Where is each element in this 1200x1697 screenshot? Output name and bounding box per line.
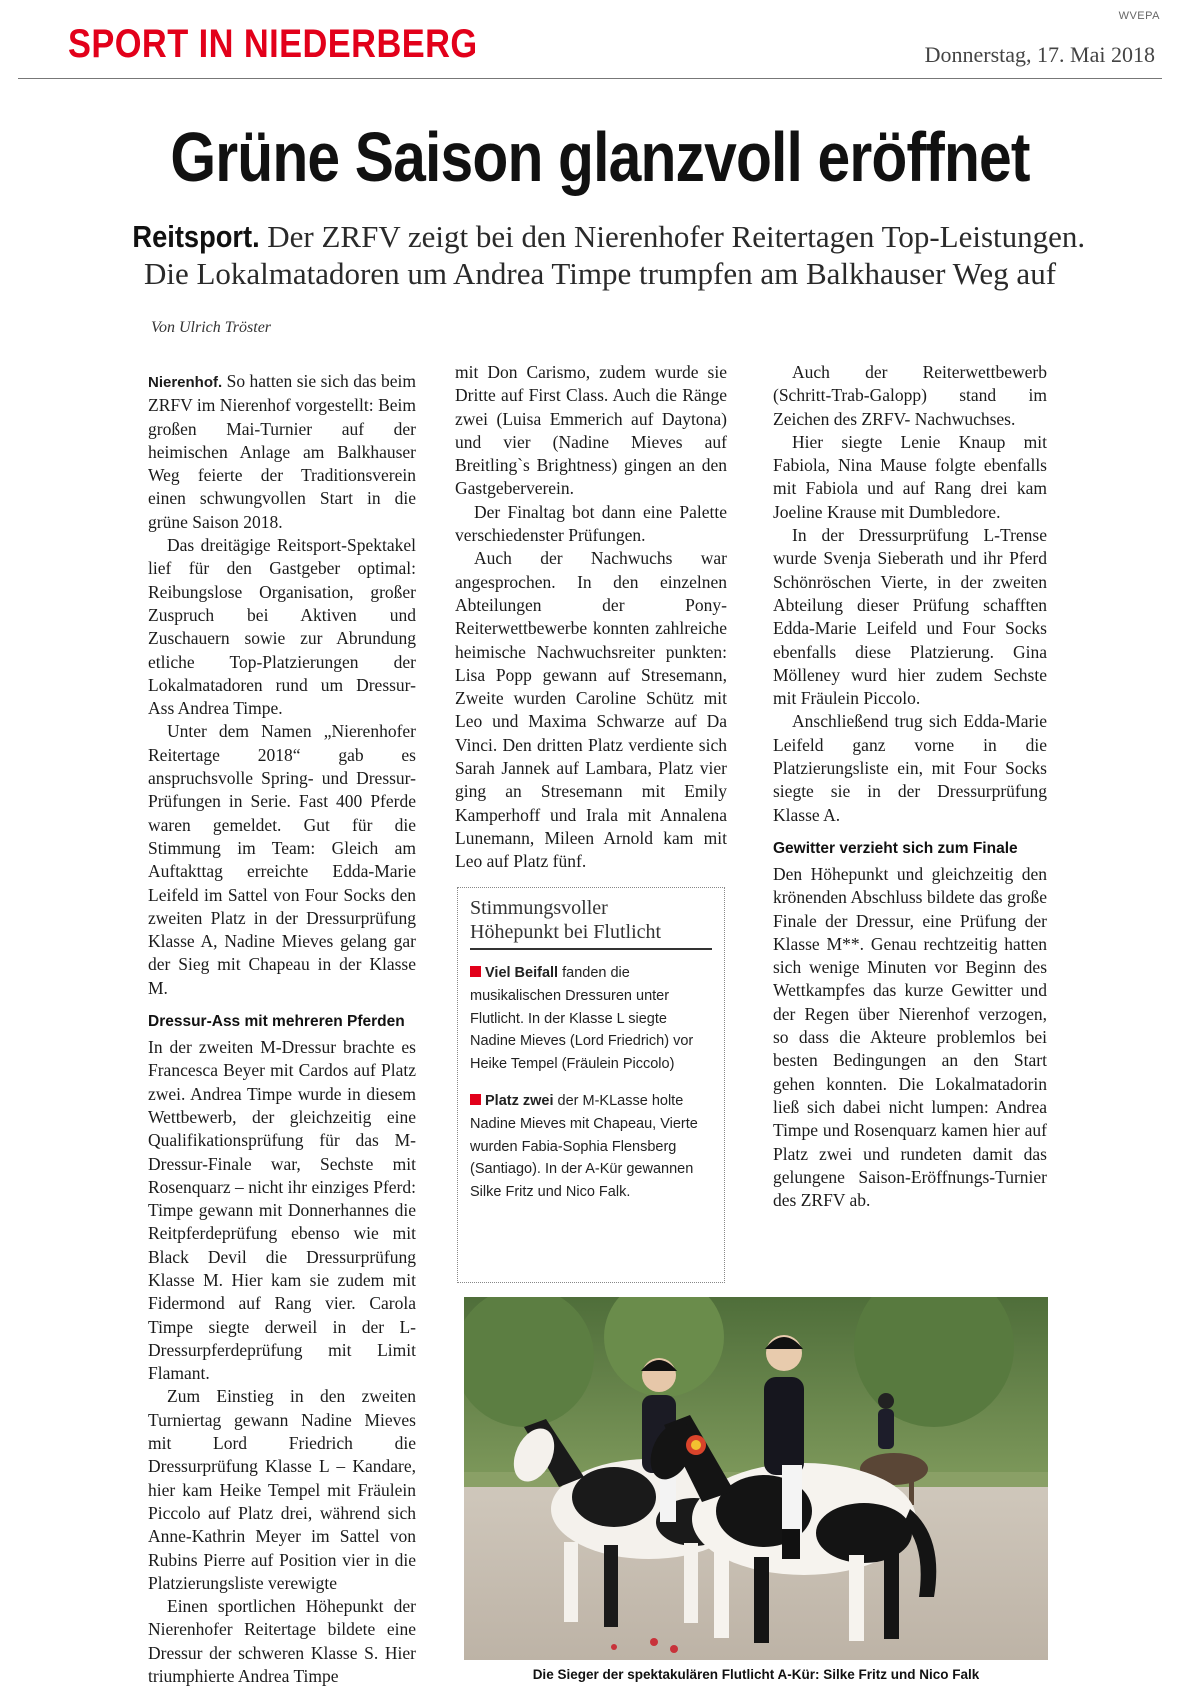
info-box [457, 887, 725, 1283]
kicker: Reitsport. [132, 219, 260, 254]
info-box-item: Viel Beifall fanden die musikalischen Dressuren unter Flutlicht. In der Klasse L siegte Nadine Mieves (Lord Friedrich) vor Heike Tempel (Fräulein Piccolo) [470, 965, 694, 1073]
red-square-icon [470, 1094, 481, 1105]
info-box-item: Platz zwei der M-KLasse holte Nadine Mieves mit Chapeau, Vierte wurden Fabia-Sophia Flensberg (Santiago). In der A-Kür gewannen Silke Fritz und Nico Falk. [470, 1092, 698, 1201]
source-tag: WVEPA [1118, 10, 1160, 22]
subheadline [0, 218, 1200, 292]
paragraph: Den Höhepunkt und gleichzeitig den krönenden Abschluss bildete das große Finale der Dressur, eine Prüfung der Klasse M**. Genau rechtzeitig hatten sich wenige Minuten vor Beginn des Wettkampfes das kurze Gewitter und der Regen über Nierenhof verzogen, so dass die Akteure problemlos bei besten Bedingungen an den Start gehen konnten. Die Lokalmatadorin ließ sich dabei nicht lumpen: Andrea Timpe und Rosenquarz kamen hier auf Platz zwei und rundeten damit das gelungene Saison-Eröffnungs-Turnier des ZRFV ab. [773, 863, 1047, 1211]
horses-riders-illustration [464, 1297, 1048, 1660]
paragraph: Unter dem Namen „Nierenhofer Reitertage 2018“ gab es anspruchsvolle Spring- und Dressur-Prüfungen in Serie. Fast 400 Pferde waren gemeldet. Gut für die Stimmung im Team: Gleich am Auftakttag erreichte Edda-Marie Leifeld im Sattel von Four Socks den zweiten Platz in der Dressurprüfung Klasse A, Nadine Mieves gelang gar der Sieg mit Chapeau in der Klasse M. [148, 721, 416, 998]
headline: Grüne Saison glanzvoll eröffnet [170, 118, 1030, 196]
byline: Von Ulrich Tröster [151, 319, 272, 336]
paragraph: mit Don Carismo, zudem wurde sie Dritte auf First Class. Auch die Ränge zwei (Luisa Emmerich auf Daytona) und vier (Nadine Mieves auf Breitling`s Brightness) gingen an den Gastgeberverein. [455, 362, 727, 499]
paragraph: Der Finaltag bot dann eine Palette verschiedenster Prüfungen. [455, 501, 727, 546]
paragraph: Anschließend trug sich Edda-Marie Leifeld ganz vorne in die Platzierungsliste ein, mit Four Socks siegte sie in der Dressurprüfung Klasse A. [773, 711, 1047, 825]
paragraph: In der Dressurprüfung L-Trense wurde Svenja Sieberath und ihr Pferd Schönröschen Vierte, in der zweiten Abteilung dieser Prüfung schafften Edda-Marie Leifeld und Four Socks ebenfalls diese Platzierung. Gina Mölleney wurd hier zudem Sechste mit Fräulein Piccolo. [773, 525, 1047, 709]
paragraph: Auch der Nachwuchs war angesprochen. In den einzelnen Abteilungen der Pony-Reiterwettbewerbe konnten zahlreiche heimische Nachwuchsreiter punkten: Lisa Popp gewann auf Stresemann, Zweite wurden Caroline Schütz mit Leo und Maxima Schwarze auf Da Vinci. Den dritten Platz verdiente sich Sarah Jannek auf Lambara, Platz vier ging an Stresemann mit Emily Kamperhoff und Irala mit Annalena Lunemann, Mileen Arnold kam mit Leo auf Platz fünf. [455, 548, 727, 872]
paragraph: Hier siegte Lenie Knaup mit Fabiola, Nina Mause folgte ebenfalls mit Fabiola und auf Rang drei kam Joeline Krause mit Dumbledore. [773, 431, 1047, 522]
subhead-line1: Der ZRFV zeigt bei den Nierenhofer Reitertagen Top-Leistungen. [267, 219, 1086, 254]
article-column-1 [148, 370, 416, 1688]
paragraph: Das dreitägige Reitsport-Spektakel lief für den Gastgeber optimal: Reibungslose Organisation, großer Zuspruch bei Aktiven und Zuschauern sowie zur Abrundung etliche Top-Platzierungen der Lokalmatadoren rund um Dressur-Ass Andrea Timpe. [148, 535, 416, 719]
paragraph: Nierenhof. So hatten sie sich das beim ZRFV im Nierenhof vorgestellt: Beim großen Mai-Turnier auf der heimischen Anlage am Balkhauser Weg feierte der Traditionsverein einen schwungvollen Start in die grüne Saison 2018. [148, 371, 416, 532]
subhead-line2: Die Lokalmatadoren um Andrea Timpe trumpfen am Balkhauser Weg auf [143, 256, 1057, 291]
crosshead: Dressur-Ass mit mehreren Pferden [148, 1013, 405, 1031]
article-column-3 [773, 361, 1047, 1212]
section-title: SPORT IN NIEDERBERG [68, 22, 478, 66]
info-box-rule [470, 948, 712, 950]
paragraph: Zum Einstieg in den zweiten Turniertag gewann Nadine Mieves mit Lord Friedrich die Dressurprüfung Klasse L – Kandare, hier kam Heike Tempel mit Fräulein Piccolo auf Platz drei, während sich Anne-Kathrin Meyer im Sattel von Rubins Pierre auf Position vier in die Platzierungsliste verewigte [148, 1386, 416, 1593]
paragraph: Einen sportlichen Höhepunkt der Nierenhofer Reitertage bildete eine Dressur der schweren Klasse S. Hier triumphierte Andrea Timpe [148, 1596, 416, 1687]
masthead-rule [18, 78, 1162, 79]
red-square-icon [470, 966, 481, 977]
dateline: Nierenhof. [148, 374, 223, 391]
crosshead: Gewitter verzieht sich zum Finale [773, 839, 1018, 857]
info-box-title: Stimmungsvoller Höhepunkt bei Flutlicht [470, 897, 662, 943]
article-column-2 [455, 361, 727, 874]
issue-date: Donnerstag, 17. Mai 2018 [924, 42, 1155, 67]
paragraph: Auch der Reiterwettbewerb (Schritt-Trab-Galopp) stand im Zeichen des ZRFV- Nachwuchses. [773, 362, 1047, 429]
photo-caption: Die Sieger der spektakulären Flutlicht A-Kür: Silke Fritz und Nico Falk [532, 1667, 980, 1682]
paragraph: In der zweiten M-Dressur brachte es Francesca Beyer mit Cardos auf Platz zwei. Andrea Timpe wurde in diesem Wettbewerb, der gleichzeitig eine Qualifikationsprüfung für das M-Dressur-Finale war, Sechste mit Rosenquarz – nicht ihr einziges Pferd: Timpe gewann mit Donnerhannes die Reitpferdeprüfung ebenso wie mit Black Devil die Dressurprüfung Klasse M. Hier kam sie zudem mit Fidermond auf Rang vier. Carola Timpe siegte derweil in der L-Dressurpferdeprüfung mit Limit Flamant. [148, 1037, 416, 1384]
dressage-photo [464, 1297, 1048, 1660]
